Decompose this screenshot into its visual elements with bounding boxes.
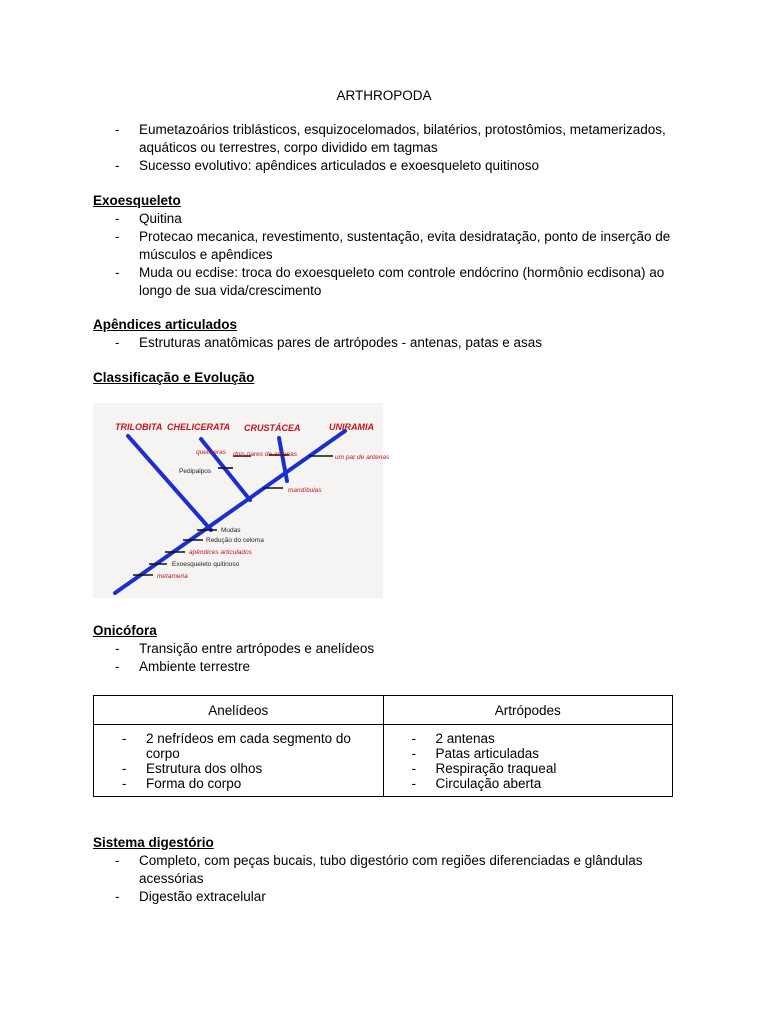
intro-list [93,121,683,175]
section-heading: Apêndices articulados [93,317,238,332]
artropodes-list [384,731,673,791]
group-label: UNIRAMIA [329,422,374,432]
digestorio-section [93,834,683,906]
trait-label: Mudas [221,527,241,534]
cladogram-trait-labels [157,449,390,580]
list-item: - 2 antenas [384,731,673,746]
trait-label: um par de antenas [335,454,390,461]
list-item: - Quitina [93,210,683,228]
trait-label: apêndices articulados [189,549,252,556]
section-heading: Onicófora [93,623,157,638]
exoesqueleto-list [93,210,683,300]
section-heading: Sistema digestório [93,835,214,850]
trait-label: Pedipalpos [179,468,212,475]
group-label: TRILOBITA [115,422,163,432]
intro-section [93,121,683,175]
trait-label: Exoesqueleto quitinoso [172,561,240,568]
list-item: - Eumetazoários triblásticos, esquizocelomados, bilatérios, protostômios, metamerizados, aquáticos ou terrestres, corpo dividido em tagmas [93,121,683,157]
onicofora-section [93,622,683,676]
table-header: Artrópodes [383,696,673,725]
list-item: - Completo, com peças bucais, tubo digestório com regiões diferenciadas e glândulas acessórias [93,852,683,888]
list-item: - Respiração traqueal [384,761,673,776]
section-heading: Exoesqueleto [93,193,181,208]
list-item: - Sucesso evolutivo: apêndices articulados e exoesqueleto quitinoso [93,157,683,175]
exoesqueleto-section [93,192,683,300]
list-item: - Forma do corpo [94,776,383,791]
list-item: - Ambiente terrestre [93,658,683,676]
cladogram-group-labels [115,422,374,433]
cladogram-image [93,403,390,598]
table-cell [94,725,384,797]
comparison-table [93,695,673,797]
list-item: - Muda ou ecdise: troca do exoesqueleto com controle endócrino (hormônio ecdisona) ao longo de sua vida/crescimento [93,264,683,300]
trait-label: Redução do celoma [206,537,264,544]
apendices-list [93,334,683,352]
trait-label: metameria [157,573,188,580]
page-title: ARTHROPODA [336,88,432,103]
anelideos-list [94,731,383,791]
table-header: Anelídeos [94,696,384,725]
list-item: - Estruturas anatômicas pares de artrópodes - antenas, patas e asas [93,334,683,352]
list-item: - Protecao mecanica, revestimento, sustentação, evita desidratação, ponto de inserção de músculos e apêndices [93,228,683,264]
trait-label: dois pares de antenas [233,451,297,458]
classificacao-section [93,369,683,387]
onicofora-list [93,640,683,676]
table-cell [383,725,673,797]
trait-label: mandíbulas [288,487,322,494]
section-heading: Classificação e Evolução [93,370,255,385]
trait-label: quelíceras [196,449,226,456]
list-item: - 2 nefrídeos em cada segmento do corpo [94,731,383,761]
group-label: CRUSTÁCEA [244,423,301,433]
apendices-section [93,316,683,352]
table-header-row [94,696,673,725]
table-row [94,725,673,797]
group-label: CHELICERATA [167,422,231,432]
digestorio-list [93,852,683,906]
list-item: - Estrutura dos olhos [94,761,383,776]
cladogram-svg [93,403,390,598]
list-item: - Circulação aberta [384,776,673,791]
list-item: - Patas articuladas [384,746,673,761]
list-item: - Transição entre artrópodes e anelídeos [93,640,683,658]
list-item: - Digestão extracelular [93,888,683,906]
